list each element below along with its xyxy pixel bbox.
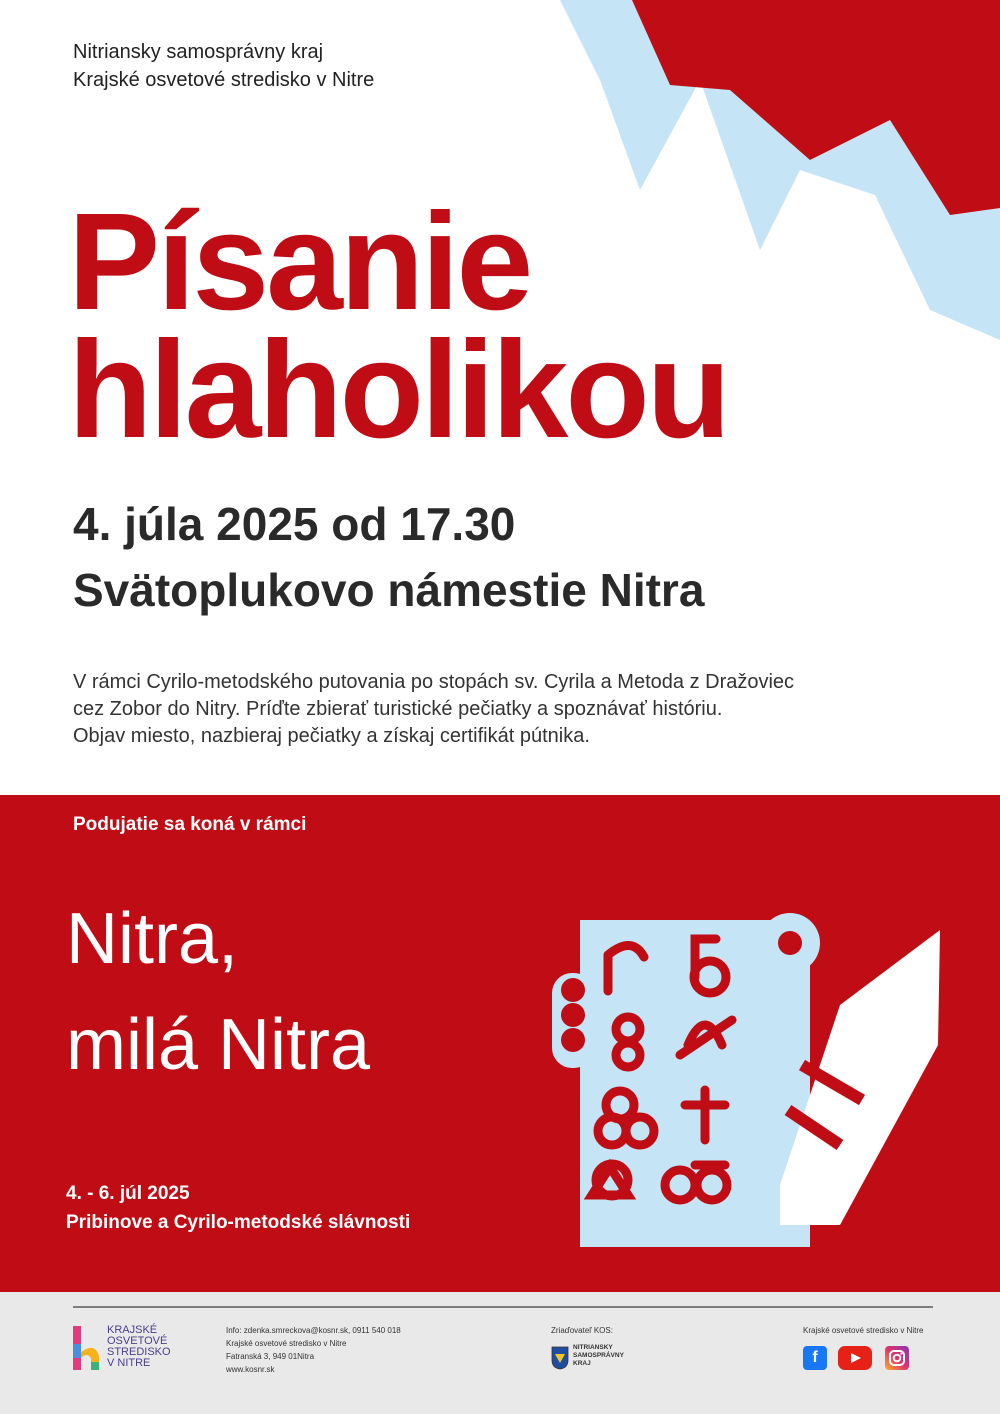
contact-organization: Krajské osvetové stredisko v Nitre xyxy=(226,1339,347,1348)
kos-logo-line: OSVETOVÉ xyxy=(107,1335,168,1347)
festival-intro: Podujatie sa koná v rámci xyxy=(73,814,307,835)
kos-logo-line: KRAJSKÉ xyxy=(107,1324,158,1336)
organizer-line-1: Nitriansky samosprávny kraj xyxy=(73,41,324,63)
contact-website[interactable]: www.kosnr.sk xyxy=(226,1365,275,1374)
event-place: Svätoplukovo námestie Nitra xyxy=(73,564,705,616)
founder-label: Zriaďovateľ KOS: xyxy=(551,1326,613,1335)
footer xyxy=(0,1292,1000,1414)
red-zigzag xyxy=(632,0,1000,215)
event-date-time: 4. júla 2025 od 17.30 xyxy=(73,498,516,550)
festival-dates: 4. - 6. júl 2025 xyxy=(66,1183,190,1204)
nsk-logo-line: SAMOSPRÁVNY xyxy=(573,1352,624,1359)
description-line-1: V rámci Cyrilo-metodského putovania po stopách sv. Cyrila a Metoda z Dražoviec xyxy=(73,671,795,693)
festival-subtitle: Pribinove a Cyrilo-metodské slávnosti xyxy=(66,1212,411,1233)
facebook-icon[interactable]: f xyxy=(803,1346,827,1370)
nsk-crest-icon xyxy=(551,1346,569,1370)
kos-logo-icon xyxy=(73,1326,103,1370)
kos-logo-text xyxy=(107,1325,171,1369)
festival-band xyxy=(0,795,1000,1292)
contact-email-phone[interactable]: Info: zdenka.smreckova@kosnr.sk, 0911 540 018 xyxy=(226,1326,401,1335)
social-label: Krajské osvetové stredisko v Nitre xyxy=(803,1326,924,1335)
footer-divider xyxy=(73,1306,933,1308)
description-line-2: cez Zobor do Nitry. Príďte zbierať turistické pečiatky a spoznávať históriu. xyxy=(73,698,723,720)
nsk-logo-line: KRAJ xyxy=(573,1360,591,1367)
festival-name-line-1: Nitra, xyxy=(66,899,239,979)
nsk-logo-line: NITRIANSKY xyxy=(573,1344,613,1351)
nsk-logo-text xyxy=(573,1344,624,1368)
youtube-icon[interactable] xyxy=(838,1346,872,1370)
kos-logo-line: V NITRE xyxy=(107,1357,151,1369)
festival-name-line-2: milá Nitra xyxy=(66,1005,371,1085)
title-line-2: hlaholikou xyxy=(68,313,728,467)
kos-logo-line: STREDISKO xyxy=(107,1346,171,1358)
organizer-line-2: Krajské osvetové stredisko v Nitre xyxy=(73,69,375,91)
description-line-3: Objav miesto, nazbieraj pečiatky a získaj certifikát pútnika. xyxy=(73,725,590,747)
title-line-1: Písanie xyxy=(68,185,531,339)
glagolitic-scroll-illustration xyxy=(540,895,950,1265)
instagram-icon[interactable] xyxy=(885,1346,909,1370)
contact-info xyxy=(226,1324,401,1376)
contact-address: Fatranská 3, 949 01Nitra xyxy=(226,1352,315,1361)
